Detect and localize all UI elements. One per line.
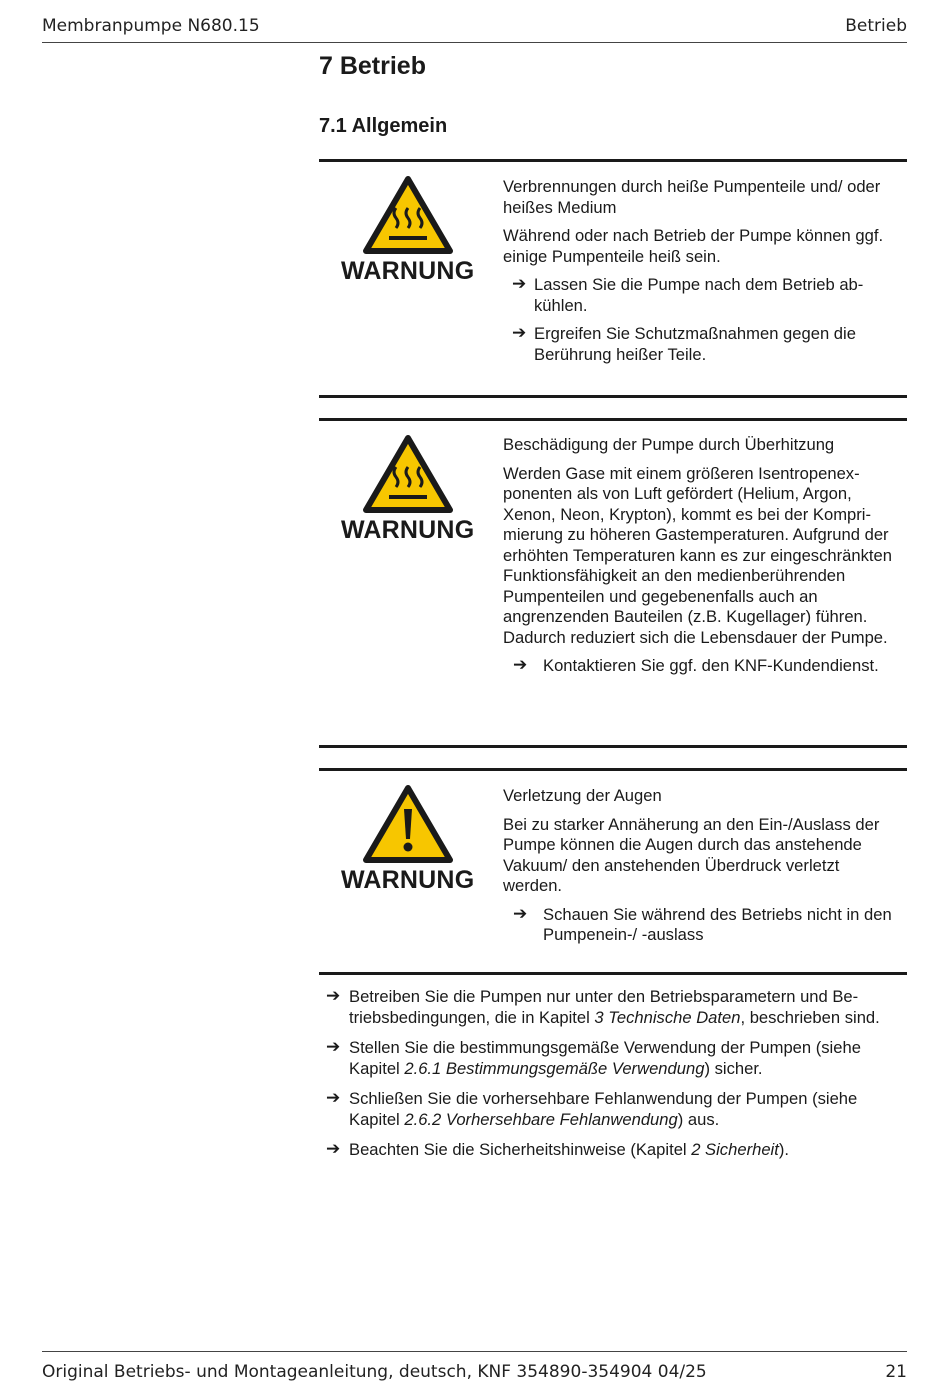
warning-label: WARNUNG xyxy=(341,516,475,544)
header-document-title: Membranpumpe N680.15 xyxy=(42,16,260,36)
chapter-reference: 3 Technische Daten xyxy=(594,1007,741,1027)
arrow-right-icon: ➔ xyxy=(513,903,528,923)
page-number: 21 xyxy=(885,1362,907,1382)
warning-bottom-rule xyxy=(319,745,907,748)
warning-step xyxy=(503,905,903,946)
step-text: ) sicher. xyxy=(704,1058,763,1078)
warning-step-text: Kontaktieren Sie ggf. den KNF-Kundendienst. xyxy=(543,656,879,675)
warning-title: Beschädigung der Pumpe durch Überhitzung xyxy=(503,435,835,454)
warning-title: Verletzung der Augen xyxy=(503,786,662,805)
warning-step xyxy=(503,324,903,365)
step-text: , beschrieben sind. xyxy=(740,1007,880,1027)
warning-step xyxy=(503,656,903,677)
warning-step-text: Schauen Sie während des Betriebs nicht in den Pumpenein-/ -auslass xyxy=(543,904,892,944)
header-chapter-name: Betrieb xyxy=(845,16,907,36)
chapter-title: 7 Betrieb xyxy=(319,52,426,80)
warning-title: Verbrennungen durch heiße Pumpenteile und/ oder heißes Medium xyxy=(503,177,881,217)
warning-body: Während oder nach Betrieb der Pumpe können ggf. einige Pumpenteile heiß sein. xyxy=(503,226,884,266)
arrow-right-icon: ➔ xyxy=(326,1139,341,1158)
arrow-right-icon: ➔ xyxy=(326,986,341,1005)
step-text: ). xyxy=(778,1140,789,1159)
arrow-right-icon: ➔ xyxy=(512,274,527,293)
general-warning-icon xyxy=(363,785,453,863)
warning-step-text: Ergreifen Sie Schutzmaßnahmen gegen die Berührung heißer Teile. xyxy=(534,324,856,364)
footer-document-info: Original Betriebs- und Montageanleitung, deutsch, KNF 354890-354904 04/25 xyxy=(42,1362,707,1382)
instruction-step xyxy=(326,1140,906,1161)
arrow-right-icon: ➔ xyxy=(326,1037,341,1056)
footer-divider xyxy=(42,1351,907,1352)
warning-bottom-rule xyxy=(319,395,907,398)
step-text: Schließen Sie die vorhersehbare Fehlanwendung der Pumpen (siehe Kapitel xyxy=(349,1089,858,1129)
instruction-step xyxy=(326,1038,906,1079)
chapter-reference: 2 Sicherheit xyxy=(691,1140,779,1159)
warning-text xyxy=(503,786,903,954)
warning-step xyxy=(503,275,903,316)
warning-sign xyxy=(341,435,474,545)
warning-body: Werden Gase mit einem größeren Isentropenexponenten als von Luft gefördert (Helium, Argon, Xenon, Neon, Krypton), kommt es bei der Komprimierung zu höheren Gastemperaturen. Aufgrund der erhöhten Temperaturen kann es zur eingeschränkten Funktionsfähigkeit an den medienberührenden Pumpenteilen und gegebenenfalls auch an angrenzenden Bauteilen (z.B. Kugellager) führen. Dadurch reduziert sich die Lebensdauer der Pumpe. xyxy=(503,463,892,647)
instruction-step xyxy=(326,1089,906,1130)
instruction-step xyxy=(326,987,906,1028)
arrow-right-icon: ➔ xyxy=(326,1088,341,1107)
arrow-right-icon: ➔ xyxy=(513,655,528,674)
hot-surface-warning-icon xyxy=(363,176,453,254)
warning-top-rule xyxy=(319,418,907,421)
warning-label: WARNUNG xyxy=(341,866,475,894)
section-title: 7.1 Allgemein xyxy=(319,115,448,137)
step-text: Betreiben Sie die Pumpen nur unter den Betriebsparametern und Betriebsbedingungen, die in Kapitel xyxy=(349,987,859,1027)
step-text: Beachten Sie die Sicherheitshinweise (Kapitel xyxy=(349,1140,692,1159)
warning-step-text: Lassen Sie die Pumpe nach dem Betrieb abkühlen. xyxy=(534,275,864,315)
warning-sign xyxy=(341,785,474,895)
warning-text xyxy=(503,435,903,685)
hot-surface-warning-icon xyxy=(363,435,453,513)
warning-text xyxy=(503,177,903,373)
warning-top-rule xyxy=(319,768,907,771)
instruction-steps xyxy=(326,987,906,1171)
step-text: Stellen Sie die bestimmungsgemäße Verwendung der Pumpen (siehe Kapitel xyxy=(349,1038,861,1078)
warning-bottom-rule xyxy=(319,972,907,975)
step-text: ) aus. xyxy=(677,1109,720,1129)
warning-sign xyxy=(341,176,474,286)
arrow-right-icon: ➔ xyxy=(512,323,527,342)
warning-body: Bei zu starker Annäherung an den Ein-/Auslass der Pumpe können die Augen durch das anstehende Vakuum/ den anstehenden Überdruck verletzt werden. xyxy=(503,814,880,895)
chapter-reference: 2.6.1 Bestimmungsgemäße Verwendung xyxy=(404,1058,705,1078)
chapter-reference: 2.6.2 Vorhersehbare Fehlanwendung xyxy=(404,1109,678,1129)
warning-label: WARNUNG xyxy=(341,257,475,285)
header-divider xyxy=(42,42,907,43)
warning-top-rule xyxy=(319,159,907,162)
